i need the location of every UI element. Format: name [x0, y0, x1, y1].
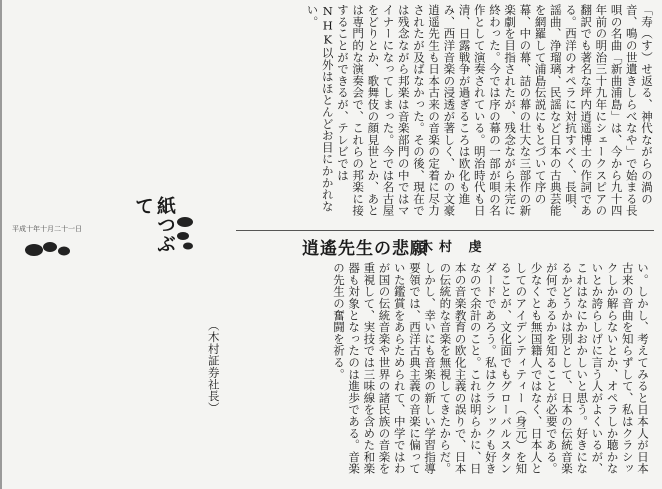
publication-date: 平成十年十月二十一日 — [12, 225, 82, 233]
article-top-columns: 「寿（す）せ返る、神代ながらの渦の音、鳴の世遺きしらべなや」で始まる長唄の名曲「新曲浦島」は、今から九十四年前の明治三十九年にシェークスピアの翻訳でも著名な坪内逍遥博士の作詞である。西洋のオペラに対抗すべく、長唄、謡曲、浄瑠璃、民謡など日本の古典芸能を網羅して浦島伝説にもとづいて序の幕、中の幕、詰の幕の壮大な三部作の新楽劇を目指されたが、残念ながら未完に終わった。今では序の幕の一部が唄の名作として演奏されている。明治時代も日清、日露戦争が過ぎるころは欧化も進み、西洋音楽の浸透が著しく、かの文豪逍遥先生も日本古来の音楽の定着に尽力されたが及ばなかった。その後、現在では残念ながら邦楽は音楽部門の中ではマイナーになってしまった。今では名古屋をどりとか、歌舞伎の顔見世とか、あとは専門的な演奏会で、これらの邦楽に接することができるが、テレビではNHK以外はほとんどお目にかかれない。 — [305, 4, 654, 217]
article-bottom-right-columns: い。しかし、考えてみると日本人が日本古来の音曲を知らずして、私はクラシックしか解らないとか、オペラしか聴かないとか誇らしげに言う人がよくいるが、これはなにかおかしいと思う。好きになるかどうかは別として、日本の伝統音楽が何であるかを知ることが必要である。少なくとも無国籍人ではなく、日本人としてのアイデンティティー（身元）を知ることが、文化面でもグローバルスタンダードであろう。私はクラシックも好きなので余計のこと。これは明らかに、日本の音楽教育の欧化主義の誤りで、日本の伝統的な音楽を無視してきたからだ。しかし、幸いにも音楽の新しい学習指導要領では、西洋古典主義の音楽に偏っていた鑑賞をあらためられて、中学ではわが国の伝統音楽や世界の諸民族の音楽を重視して、実技では三味線を含めた和楽器も対象となったのは進歩である。音楽の先生の奮闘を祈る。 — [331, 262, 650, 475]
stone-icon — [172, 212, 198, 252]
article-bottom-left-columns — [8, 262, 236, 484]
article-title: 逍遙先生の悲願 — [302, 238, 428, 259]
pebbles-icon — [14, 236, 124, 260]
article-signature: （木村証券社長） — [206, 319, 221, 414]
column-logo-text: 紙つぶて — [132, 196, 176, 253]
page-edge-line — [0, 0, 2, 489]
article-author: 木村 虔 — [420, 240, 488, 255]
column-logo — [132, 196, 192, 262]
